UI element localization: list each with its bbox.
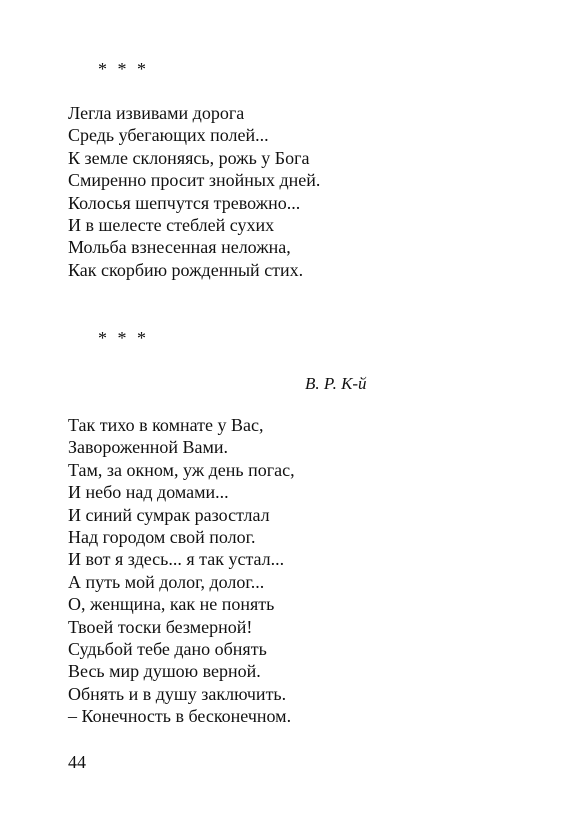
- poem-line: Обнять и в душу заключить.: [68, 683, 287, 704]
- poem-line: Весь мир душою верной.: [68, 661, 261, 682]
- poem-line: И синий сумрак разостлал: [68, 504, 270, 525]
- poem-line: И небо над домами...: [68, 482, 229, 503]
- poem-line: Так тихо в комнате у Вас,: [68, 415, 264, 435]
- poem-line: Легла извивами дорога: [68, 103, 245, 123]
- poem1-stanza: [68, 102, 320, 281]
- poem-line: Смиренно просит знойных дней.: [68, 170, 321, 191]
- poem-line: И в шелесте стеблей сухих: [68, 215, 275, 236]
- poem-line: Средь убегающих полей...: [68, 125, 269, 146]
- poem-line: Колосья шепчутся тревожно...: [68, 192, 301, 213]
- poem-line: О, женщина, как не понять: [68, 594, 275, 615]
- poem-line: К земле склоняясь, рожь у Бога: [68, 147, 310, 168]
- poem2-dedication: В. Р. К-й: [305, 374, 367, 393]
- poem-line: Мольба взнесенная неложна,: [68, 237, 291, 258]
- poem-line: – Конечность в бесконечном.: [68, 706, 292, 727]
- poem-line: И вот я здесь... я так устал...: [68, 549, 285, 570]
- poem-line: Твоей тоски безмерной!: [68, 616, 253, 637]
- poem-line: Там, за окном, уж день погас,: [68, 459, 295, 480]
- poem2-stanza: [68, 414, 295, 728]
- poem2-asterism: * * *: [98, 328, 149, 348]
- page-number: 44: [68, 752, 86, 772]
- poem-line: Над городом свой полог.: [68, 527, 256, 548]
- poem1-asterism: * * *: [98, 59, 149, 79]
- poem-line: Как скорбию рожденный стих.: [68, 259, 304, 280]
- poem-line: Судьбой тебе дано обнять: [68, 639, 267, 660]
- poem-line: А путь мой долог, долог...: [68, 571, 265, 592]
- poem-line: Завороженной Вами.: [68, 437, 229, 458]
